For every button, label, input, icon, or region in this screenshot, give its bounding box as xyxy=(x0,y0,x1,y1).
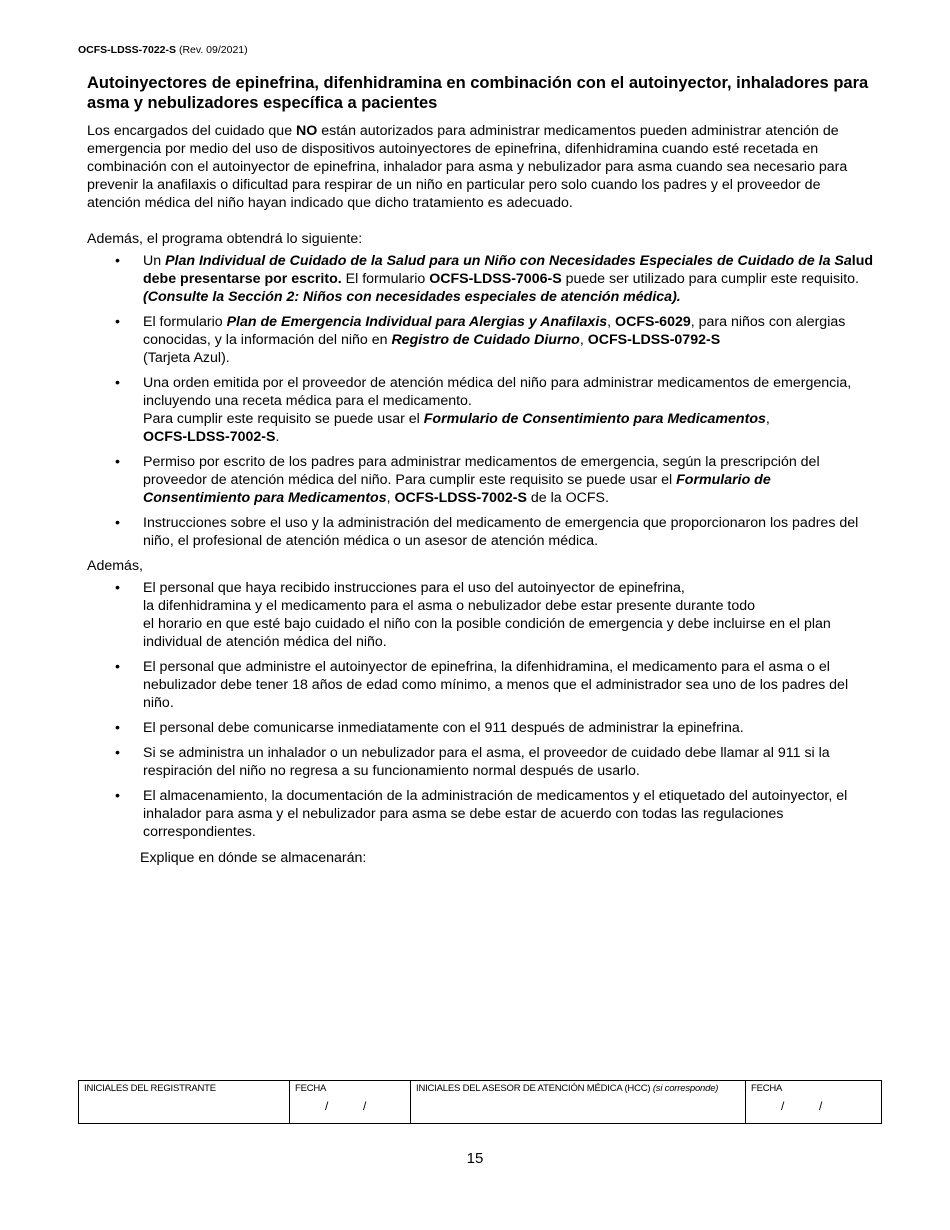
list-item: • El personal debe comunicarse inmediatamente con el 911 después de administrar la epinefrina. xyxy=(143,719,877,737)
form-revision: (Rev. 09/2021) xyxy=(178,44,248,56)
list-item: • El personal que haya recibido instrucciones para el uso del autoinyector de epinefrina, la difenhidramina y el medicamento para el asma o nebulizador debe estar presente durante todo el horario en que esté bajo cuidado el niño con la posible condición de emergencia y debe incluirse en el plan individual de atención médica del niño. xyxy=(143,579,877,651)
hcc-date-cell[interactable]: FECHA / / xyxy=(746,1081,882,1124)
initials-table xyxy=(78,1080,882,1124)
registrant-date-cell[interactable]: FECHA / / xyxy=(290,1081,411,1124)
hcc-initials-cell[interactable]: INICIALES DEL ASESOR DE ATENCIÓN MÉDICA (HCC) (si corresponde) xyxy=(411,1081,746,1124)
list-item: • Una orden emitida por el proveedor de atención médica del niño para administrar medicamentos de emergencia, incluyendo una receta médica para el medicamento. Para cumplir este requisito se puede usar el Formulario de Consentimiento para Medicamentos, OCFS-LDSS-7002-S. xyxy=(143,374,877,446)
form-id: OCFS-LDSS-7022-S xyxy=(78,44,177,56)
requirements-list xyxy=(87,252,877,550)
list-item: • Permiso por escrito de los padres para administrar medicamentos de emergencia, según la prescripción del proveedor de atención médica del niño. Para cumplir este requisito se puede usar el Formulario de Consentimiento para Medicamentos, OCFS-LDSS-7002-S de la OCFS. xyxy=(143,453,877,507)
staff-requirements-list xyxy=(87,579,877,841)
storage-explain-prompt: Explique en dónde se almacenarán: xyxy=(140,850,367,866)
form-header xyxy=(78,44,248,56)
intro-paragraph: Los encargados del cuidado que NO están autorizados para administrar medicamentos pueden administrar atención de emergencia por medio del uso de dispositivos autoinyectores de epinefrina, difenhidramina cuando esté recetada en combinación con el autoinyector de epinefrina, inhalador para asma y nebulizador para asma cuando sea necesario para prevenir la anafilaxis o dificultad para respirar de un niño en particular pero solo cuando los padres y el proveedor de atención médica del niño hayan indicado que dicho tratamiento es adecuado. xyxy=(87,123,848,211)
list-item: • Instrucciones sobre el uso y la administración del medicamento de emergencia que proporcionaron los padres del niño, el profesional de atención médica o un asesor de atención médica. xyxy=(143,514,877,550)
section-title: Autoinyectores de epinefrina, difenhidramina en combinación con el autoinyector, inhaladores para asma y nebulizadores específica a pacientes xyxy=(87,74,869,112)
intro-followup: Además, el programa obtendrá lo siguiente: xyxy=(87,231,363,247)
list-item: • El almacenamiento, la documentación de la administración de medicamentos y el etiquetado del autoinyector, el inhalador para asma y el nebulizador para asma se debe estar de acuerdo con todas las regulaciones correspondientes. xyxy=(143,787,877,841)
ademas-label: Además, xyxy=(87,558,143,574)
list-item: • El formulario Plan de Emergencia Individual para Alergias y Anafilaxis, OCFS-6029, para niños con alergias conocidas, y la información del niño en Registro de Cuidado Diurno, OCFS-LDSS-0792-S (Tarjeta Azul). xyxy=(143,313,877,367)
registrant-initials-cell[interactable]: INICIALES DEL REGISTRANTE xyxy=(79,1081,290,1124)
main-content xyxy=(87,122,877,867)
list-item: • Si se administra un inhalador o un nebulizador para el asma, el proveedor de cuidado debe llamar al 911 si la respiración del niño no regresa a su funcionamiento normal después de usarlo. xyxy=(143,744,877,780)
page-number: 15 xyxy=(466,1150,484,1167)
list-item: • Un Plan Individual de Cuidado de la Salud para un Niño con Necesidades Especiales de Cuidado de la Salud debe presentarse por escrito. El formulario OCFS-LDSS-7006-S puede ser utilizado para cumplir este requisito. (Consulte la Sección 2: Niños con necesidades especiales de atención médica). xyxy=(143,252,877,306)
list-item: • El personal que administre el autoinyector de epinefrina, la difenhidramina, el medicamento para el asma o el nebulizador debe tener 18 años de edad como mínimo, a menos que el administrador sea uno de los padres del niño. xyxy=(143,658,877,712)
